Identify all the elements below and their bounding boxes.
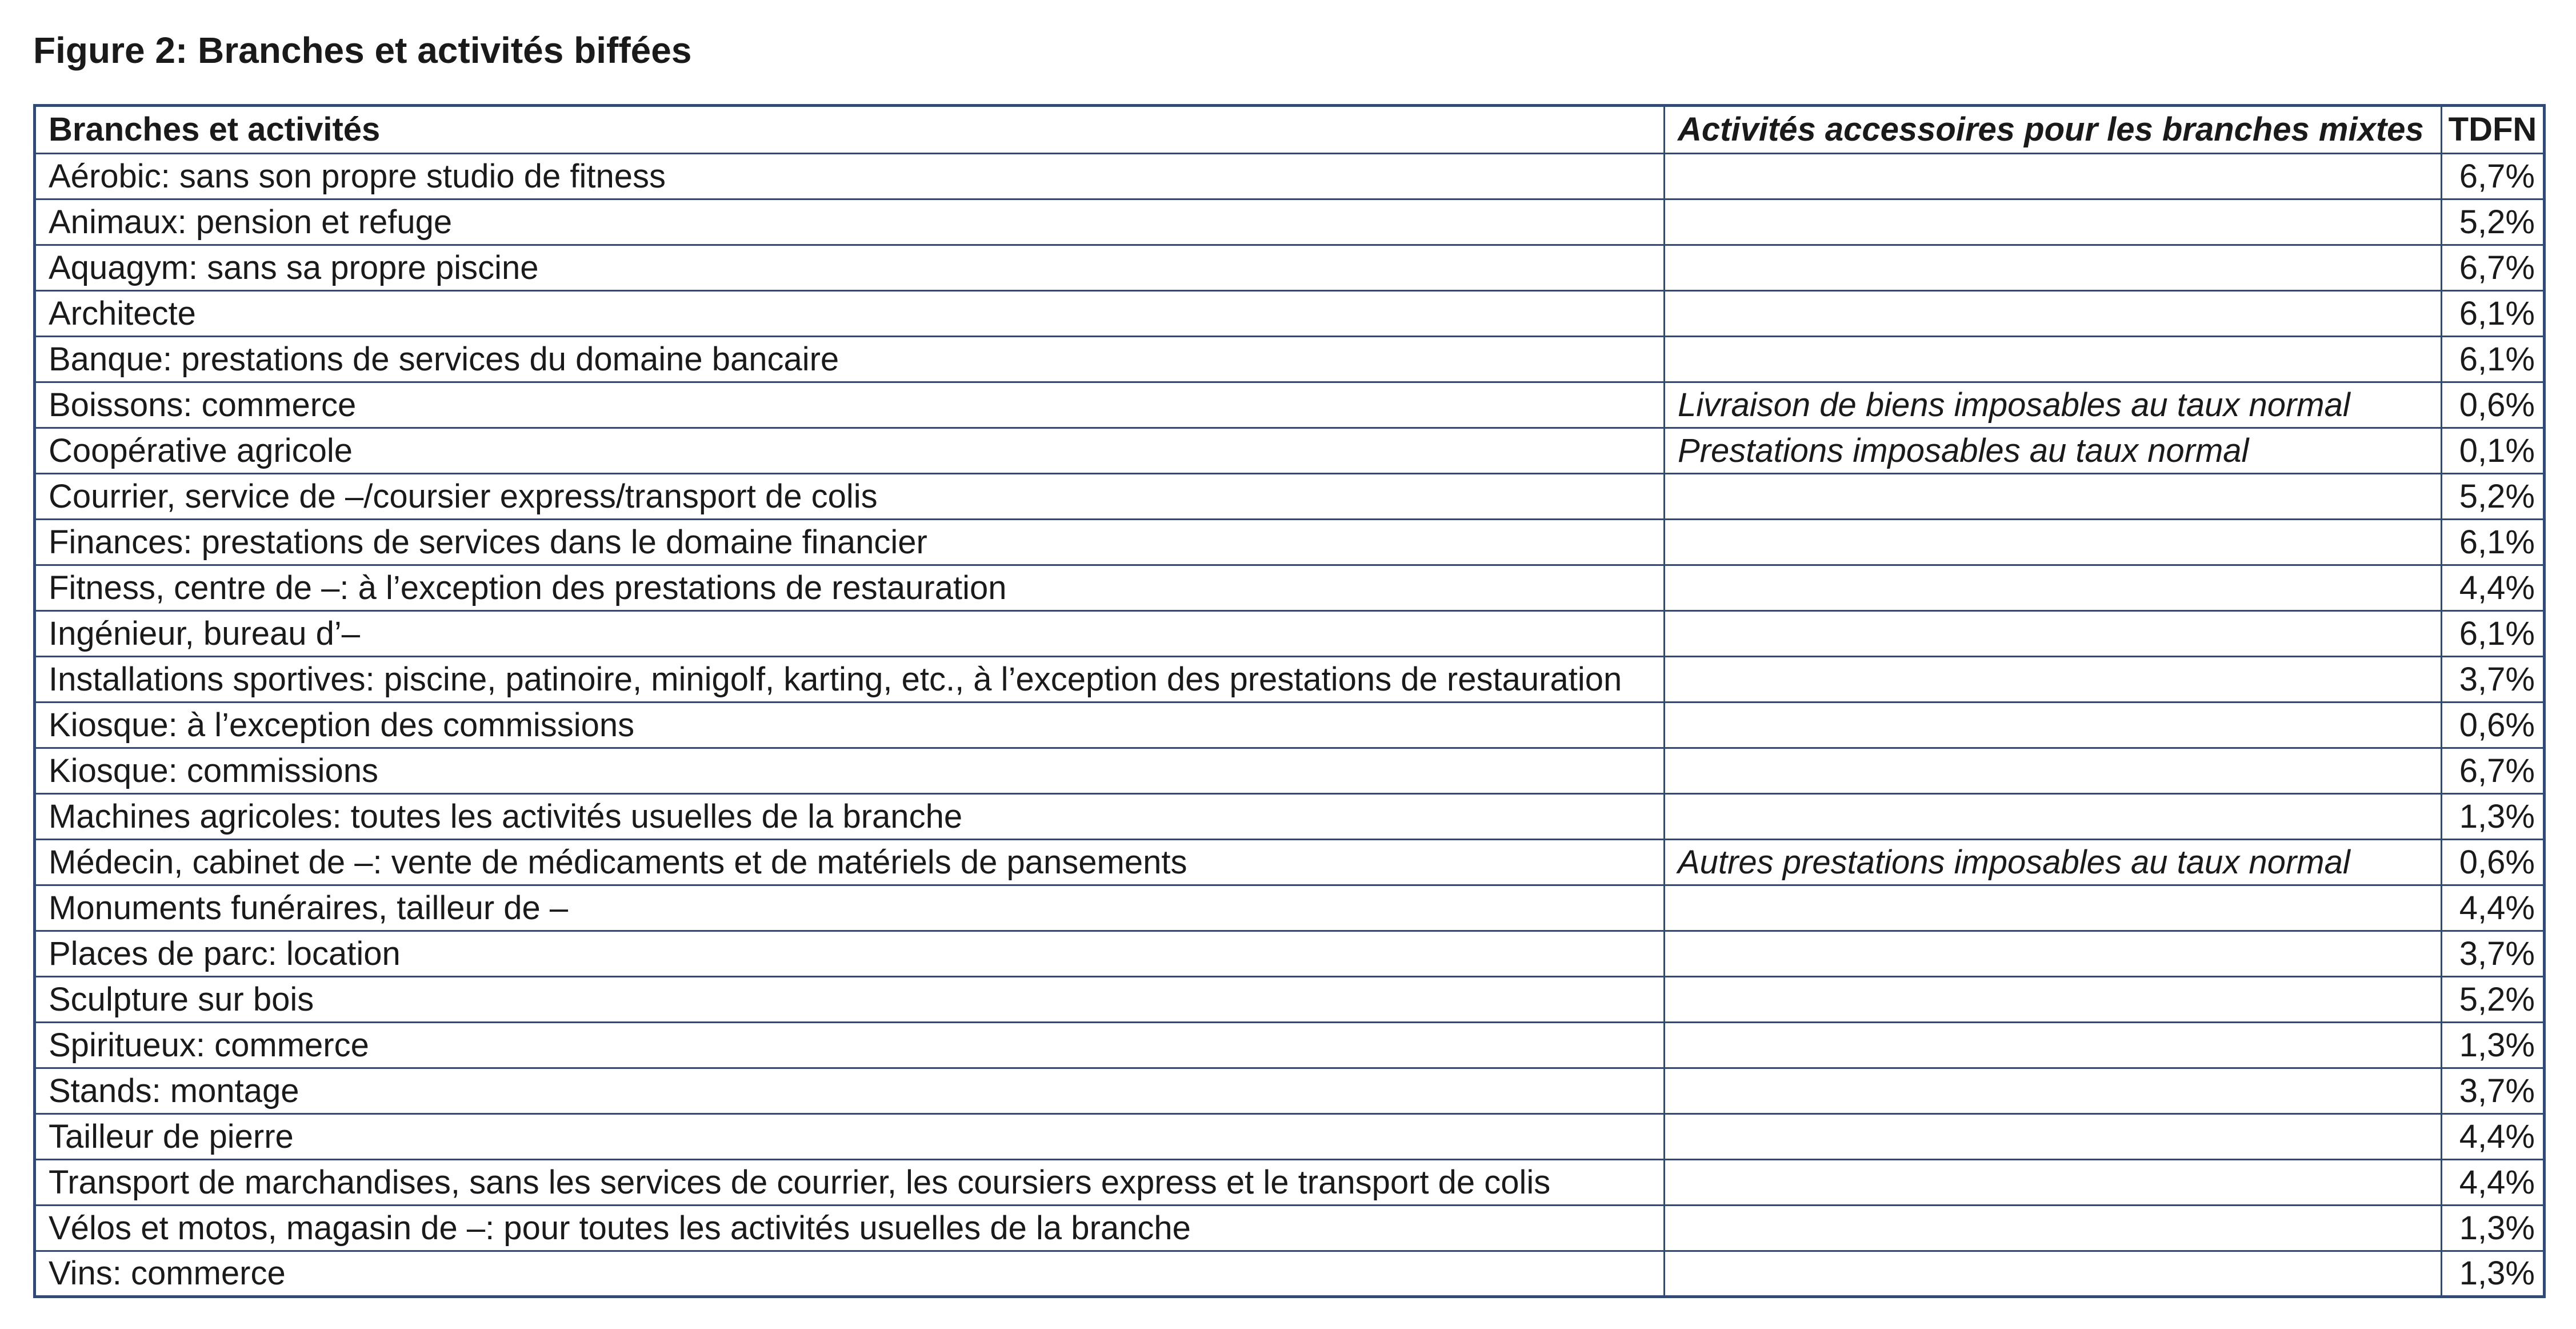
cell-rate: 0,6%	[2442, 840, 2545, 885]
cell-rate: 6,1%	[2442, 337, 2545, 382]
cell-branch: Vélos et motos, magasin de –: pour toutes les activités usuelles de la branche	[35, 1206, 1665, 1251]
table-row	[35, 1023, 2545, 1068]
cell-branch: Spiritueux: commerce	[35, 1023, 1665, 1068]
cell-accessory	[1665, 748, 2442, 794]
table-row	[35, 291, 2545, 337]
cell-branch: Finances: prestations de services dans le domaine financier	[35, 520, 1665, 565]
table-row	[35, 931, 2545, 977]
header-accessory: Activités accessoires pour les branches mixtes	[1665, 106, 2442, 154]
cell-branch: Banque: prestations de services du domaine bancaire	[35, 337, 1665, 382]
cell-rate: 6,7%	[2442, 154, 2545, 199]
cell-accessory	[1665, 291, 2442, 337]
cell-branch: Places de parc: location	[35, 931, 1665, 977]
cell-accessory	[1665, 1114, 2442, 1160]
cell-accessory: Autres prestations imposables au taux normal	[1665, 840, 2442, 885]
cell-branch: Transport de marchandises, sans les services de courrier, les coursiers express et le transport de colis	[35, 1160, 1665, 1206]
table-row	[35, 245, 2545, 291]
cell-accessory	[1665, 245, 2442, 291]
branches-table	[33, 104, 2546, 1298]
table-row	[35, 428, 2545, 474]
cell-rate: 0,1%	[2442, 428, 2545, 474]
cell-branch: Machines agricoles: toutes les activités usuelles de la branche	[35, 794, 1665, 840]
cell-rate: 5,2%	[2442, 977, 2545, 1023]
cell-accessory	[1665, 977, 2442, 1023]
cell-branch: Tailleur de pierre	[35, 1114, 1665, 1160]
table-row	[35, 794, 2545, 840]
table-row	[35, 1206, 2545, 1251]
cell-rate: 4,4%	[2442, 565, 2545, 611]
cell-rate: 5,2%	[2442, 474, 2545, 520]
table-row	[35, 474, 2545, 520]
cell-rate: 3,7%	[2442, 931, 2545, 977]
cell-accessory	[1665, 885, 2442, 931]
table-row	[35, 382, 2545, 428]
cell-accessory	[1665, 1160, 2442, 1206]
cell-rate: 1,3%	[2442, 1206, 2545, 1251]
cell-accessory	[1665, 1206, 2442, 1251]
cell-rate: 4,4%	[2442, 1160, 2545, 1206]
cell-rate: 4,4%	[2442, 1114, 2545, 1160]
cell-branch: Coopérative agricole	[35, 428, 1665, 474]
cell-accessory	[1665, 611, 2442, 657]
table-row	[35, 703, 2545, 748]
table-row	[35, 885, 2545, 931]
cell-accessory	[1665, 657, 2442, 703]
header-rate: TDFN	[2442, 106, 2545, 154]
table-row	[35, 1160, 2545, 1206]
cell-rate: 0,6%	[2442, 703, 2545, 748]
cell-accessory	[1665, 703, 2442, 748]
header-branch: Branches et activités	[35, 106, 1665, 154]
cell-rate: 3,7%	[2442, 1068, 2545, 1114]
table-row	[35, 840, 2545, 885]
cell-rate: 1,3%	[2442, 794, 2545, 840]
cell-rate: 6,1%	[2442, 611, 2545, 657]
table-header-row	[35, 106, 2545, 154]
cell-branch: Boissons: commerce	[35, 382, 1665, 428]
cell-rate: 3,7%	[2442, 657, 2545, 703]
table-row	[35, 154, 2545, 199]
cell-accessory	[1665, 199, 2442, 245]
cell-branch: Courrier, service de –/coursier express/transport de colis	[35, 474, 1665, 520]
cell-accessory	[1665, 337, 2442, 382]
cell-accessory: Prestations imposables au taux normal	[1665, 428, 2442, 474]
cell-accessory	[1665, 154, 2442, 199]
table-row	[35, 1114, 2545, 1160]
cell-branch: Aérobic: sans son propre studio de fitness	[35, 154, 1665, 199]
cell-branch: Installations sportives: piscine, patinoire, minigolf, karting, etc., à l’exception des prestations de restauration	[35, 657, 1665, 703]
cell-rate: 6,7%	[2442, 245, 2545, 291]
cell-rate: 6,7%	[2442, 748, 2545, 794]
cell-rate: 6,1%	[2442, 520, 2545, 565]
table-row	[35, 611, 2545, 657]
cell-accessory	[1665, 565, 2442, 611]
cell-branch: Fitness, centre de –: à l’exception des prestations de restauration	[35, 565, 1665, 611]
cell-branch: Aquagym: sans sa propre piscine	[35, 245, 1665, 291]
cell-accessory	[1665, 794, 2442, 840]
cell-rate: 6,1%	[2442, 291, 2545, 337]
cell-branch: Monuments funéraires, tailleur de –	[35, 885, 1665, 931]
table-row	[35, 1068, 2545, 1114]
table-row	[35, 565, 2545, 611]
cell-accessory	[1665, 931, 2442, 977]
cell-accessory: Livraison de biens imposables au taux normal	[1665, 382, 2442, 428]
cell-accessory	[1665, 1023, 2442, 1068]
table-row	[35, 1251, 2545, 1297]
table-row	[35, 748, 2545, 794]
cell-accessory	[1665, 520, 2442, 565]
cell-rate: 1,3%	[2442, 1023, 2545, 1068]
cell-branch: Animaux: pension et refuge	[35, 199, 1665, 245]
cell-branch: Médecin, cabinet de –: vente de médicaments et de matériels de pansements	[35, 840, 1665, 885]
cell-accessory	[1665, 1251, 2442, 1297]
cell-branch: Vins: commerce	[35, 1251, 1665, 1297]
cell-accessory	[1665, 474, 2442, 520]
cell-accessory	[1665, 1068, 2442, 1114]
table-row	[35, 520, 2545, 565]
cell-branch: Kiosque: commissions	[35, 748, 1665, 794]
cell-rate: 4,4%	[2442, 885, 2545, 931]
table-row	[35, 199, 2545, 245]
cell-branch: Sculpture sur bois	[35, 977, 1665, 1023]
cell-branch: Stands: montage	[35, 1068, 1665, 1114]
cell-rate: 0,6%	[2442, 382, 2545, 428]
cell-rate: 5,2%	[2442, 199, 2545, 245]
cell-rate: 1,3%	[2442, 1251, 2545, 1297]
figure-title: Figure 2: Branches et activités biffées	[33, 30, 692, 71]
cell-branch: Kiosque: à l’exception des commissions	[35, 703, 1665, 748]
table-row	[35, 977, 2545, 1023]
table-row	[35, 337, 2545, 382]
cell-branch: Ingénieur, bureau d’–	[35, 611, 1665, 657]
cell-branch: Architecte	[35, 291, 1665, 337]
table-row	[35, 657, 2545, 703]
